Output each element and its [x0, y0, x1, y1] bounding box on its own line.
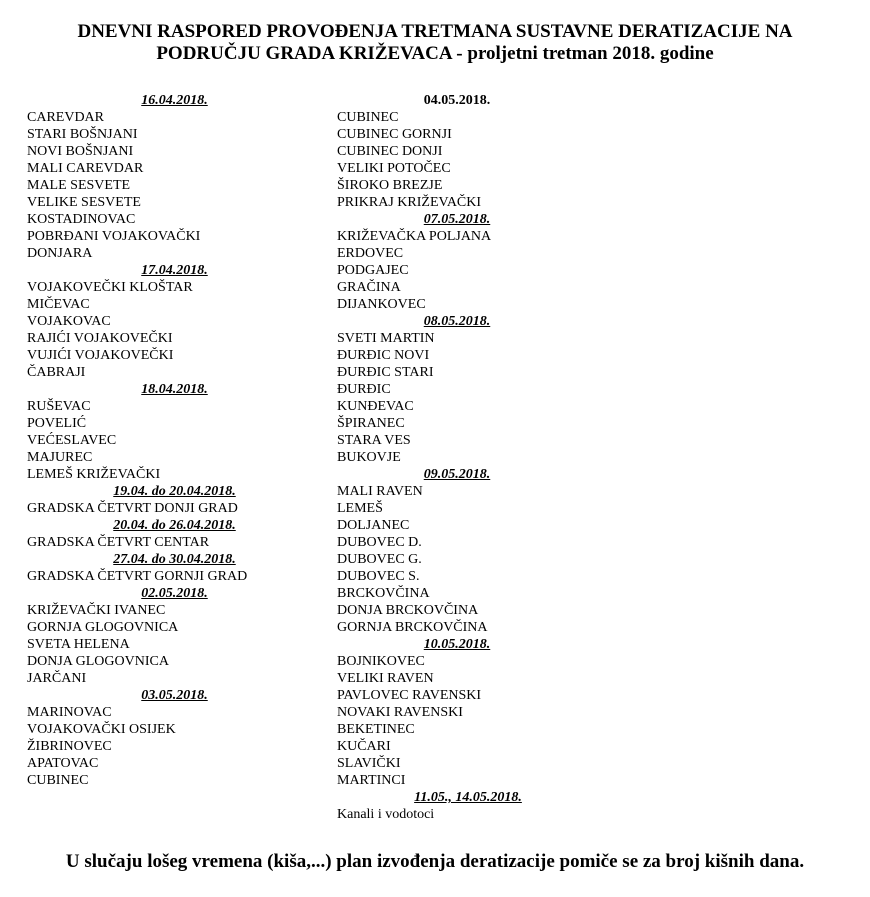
place-name: KUČARI: [337, 739, 391, 754]
schedule-date: 09.05.2018.: [423, 467, 491, 482]
place-name: CUBINEC: [27, 773, 89, 788]
place-name: VEĆESLAVEC: [27, 433, 117, 448]
schedule-date: 17.04.2018.: [141, 263, 208, 278]
schedule-date: 20.04. do 26.04.2018.: [113, 518, 236, 533]
place-name: CUBINEC GORNJI: [337, 127, 452, 142]
place-name: DONJARA: [27, 246, 93, 261]
place-name: PRIKRAJ KRIŽEVAČKI: [337, 195, 482, 210]
place-name: BEKETINEC: [337, 722, 415, 737]
place-name: DIJANKOVEC: [337, 297, 426, 312]
place-name: GORNJA BRCKOVČINA: [337, 620, 488, 635]
schedule-date: 07.05.2018.: [423, 212, 491, 227]
place-name: CUBINEC: [337, 110, 399, 125]
place-name: MIČEVAC: [27, 297, 90, 312]
place-name: SVETA HELENA: [27, 637, 130, 652]
place-name: SVETI MARTIN: [337, 331, 435, 346]
place-name: STARA VES: [337, 433, 411, 448]
document-title-line-1: DNEVNI RASPORED PROVOĐENJA TRETMANA SUSTAVNE DERATIZACIJE NA: [77, 21, 793, 42]
place-name: ĐURĐIC: [337, 382, 391, 397]
place-name: VOJAKOVAC: [27, 314, 111, 329]
schedule-date: 04.05.2018.: [423, 93, 491, 108]
schedule-date: 18.04.2018.: [141, 382, 208, 397]
place-name: RAJIĆI VOJAKOVEČKI: [27, 331, 173, 346]
place-name: ČABRAJI: [27, 365, 86, 380]
place-name: RUŠEVAC: [27, 399, 91, 414]
place-name: VELIKE SESVETE: [27, 195, 141, 210]
place-name: ŠIROKO BREZJE: [337, 178, 443, 193]
place-name: LEMEŠ KRIŽEVAČKI: [27, 467, 161, 482]
place-name: VOJAKOVEČKI KLOŠTAR: [27, 280, 193, 295]
schedule-date: 02.05.2018.: [141, 586, 208, 601]
place-name: BUKOVJE: [337, 450, 401, 465]
place-name: NOVAKI RAVENSKI: [337, 705, 463, 720]
place-name: STARI BOŠNJANI: [27, 127, 138, 142]
place-name: LEMEŠ: [337, 501, 383, 516]
place-name: MALI RAVEN: [337, 484, 423, 499]
place-name: KUNĐEVAC: [337, 399, 414, 414]
place-name: ĐURĐIC NOVI: [337, 348, 430, 363]
place-name: VELIKI RAVEN: [337, 671, 434, 686]
schedule-date: 11.05., 14.05.2018.: [414, 790, 522, 805]
place-name: MAJUREC: [27, 450, 93, 465]
place-name: GORNJA GLOGOVNICA: [27, 620, 179, 635]
place-name: ŠPIRANEC: [337, 416, 405, 431]
place-name: KRIŽEVAČKA POLJANA: [337, 229, 492, 244]
schedule-date: 16.04.2018.: [141, 93, 208, 108]
place-name: POVELIĆ: [27, 416, 87, 431]
place-name: KOSTADINOVAC: [27, 212, 136, 227]
place-name: GRADSKA ČETVRT DONJI GRAD: [27, 501, 238, 516]
schedule-date: 10.05.2018.: [423, 637, 491, 652]
place-name: DONJA GLOGOVNICA: [27, 654, 169, 669]
schedule-left-column: [27, 92, 322, 789]
place-name: DOLJANEC: [337, 518, 410, 533]
place-name: VOJAKOVAČKI OSIJEK: [27, 722, 176, 737]
place-name: BRCKOVČINA: [337, 586, 430, 601]
schedule-date: 27.04. do 30.04.2018.: [113, 552, 236, 567]
place-name: MARTINCI: [337, 773, 406, 788]
place-name: DUBOVEC S.: [337, 569, 420, 584]
place-name: CUBINEC DONJI: [337, 144, 443, 159]
place-name: VUJIĆI VOJAKOVEČKI: [27, 348, 174, 363]
schedule-date: 08.05.2018.: [423, 314, 491, 329]
place-name: CAREVDAR: [27, 110, 105, 125]
weather-notice: U slučaju lošeg vremena (kiša,...) plan izvođenja deratizacije pomiče se za broj kišnih dana.: [65, 851, 805, 872]
schedule-right-column: [337, 92, 637, 823]
place-name: Kanali i vodotoci: [337, 807, 435, 822]
document-title-line-2: PODRUČJU GRADA KRIŽEVACA - proljetni tretman 2018. godine: [156, 43, 714, 64]
place-name: KRIŽEVAČKI IVANEC: [27, 603, 166, 618]
place-name: MARINOVAC: [27, 705, 112, 720]
schedule-date: 19.04. do 20.04.2018.: [113, 484, 236, 499]
place-name: ĐURĐIC STARI: [337, 365, 434, 380]
place-name: GRADSKA ČETVRT GORNJI GRAD: [27, 569, 248, 584]
place-name: ERDOVEC: [337, 246, 404, 261]
place-name: ŽIBRINOVEC: [27, 739, 112, 754]
schedule-date: 03.05.2018.: [141, 688, 208, 703]
place-name: MALE SESVETE: [27, 178, 131, 193]
place-name: POBRĐANI VOJAKOVAČKI: [27, 229, 201, 244]
place-name: MALI CAREVDAR: [27, 161, 144, 176]
place-name: DUBOVEC D.: [337, 535, 422, 550]
place-name: GRADSKA ČETVRT CENTAR: [27, 535, 210, 550]
place-name: GRAČINA: [337, 280, 401, 295]
place-name: NOVI BOŠNJANI: [27, 144, 134, 159]
place-name: APATOVAC: [27, 756, 99, 771]
place-name: BOJNIKOVEC: [337, 654, 425, 669]
place-name: PODGAJEC: [337, 263, 409, 278]
place-name: DONJA BRCKOVČINA: [337, 603, 479, 618]
place-name: DUBOVEC G.: [337, 552, 422, 567]
place-name: JARČANI: [27, 671, 87, 686]
place-name: PAVLOVEC RAVENSKI: [337, 688, 482, 703]
place-name: SLAVIČKI: [337, 756, 401, 771]
place-name: VELIKI POTOČEC: [337, 161, 451, 176]
